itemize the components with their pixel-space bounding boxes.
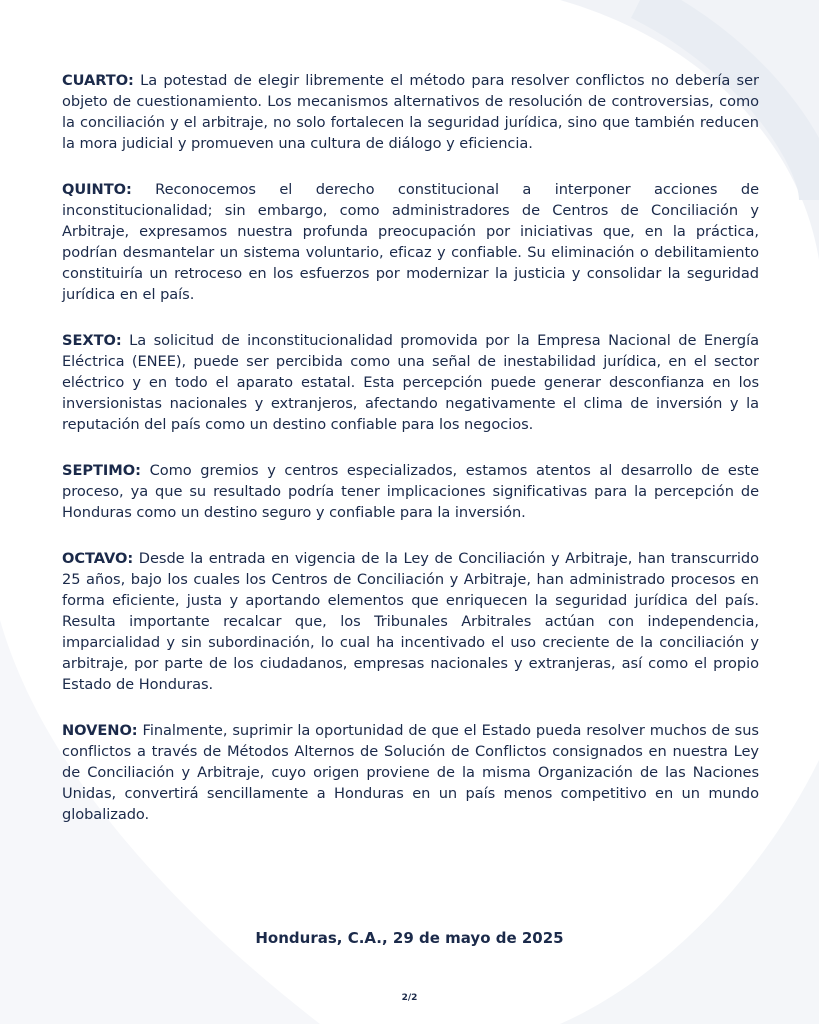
clause-text: La potestad de elegir libremente el método para resolver conflictos no debería ser objeto de cuestionamiento. Los mecanismos alternativos de resolución de controversias, como la conciliación y el arbitraje, no solo fortalecen la seguridad jurídica, sino que también reducen la mora judicial y promueven una cultura de diálogo y eficiencia.	[62, 72, 759, 152]
clause-octavo	[62, 548, 759, 695]
clause-quinto	[62, 179, 759, 305]
clause-text: Finalmente, suprimir la oportunidad de que el Estado pueda resolver muchos de sus conflictos a través de Métodos Alternos de Solución de Conflictos consignados en nuestra Ley de Conciliación y Arbitraje, cuyo origen proviene de la misma Organización de las Naciones Unidas, convertirá sencillamente a Honduras en un país menos competitivo en un mundo globalizado.	[62, 722, 759, 823]
clause-text: Reconocemos el derecho constitucional a interponer acciones de inconstitucionalidad; sin embargo, como administradores de Centros de Conciliación y Arbitraje, expresamos nuestra profunda preocupación por iniciativas que, en la práctica, podrían desmantelar un sistema voluntario, eficaz y confiable. Su eliminación o debilitamiento constituiría un retroceso en los esfuerzos por modernizar la justicia y consolidar la seguridad jurídica en el país.	[62, 181, 760, 303]
document-body	[62, 70, 759, 850]
clause-heading: CUARTO:	[62, 72, 134, 89]
clause-heading: NOVENO:	[62, 722, 138, 739]
closing-date-line: Honduras, C.A., 29 de mayo de 2025	[255, 929, 564, 947]
clause-sexto	[62, 330, 759, 435]
clause-heading: OCTAVO:	[62, 550, 134, 567]
clause-heading: QUINTO:	[62, 181, 132, 198]
clause-heading: SEXTO:	[62, 332, 122, 349]
page-number: 2/2	[401, 993, 418, 1003]
clause-noveno	[62, 720, 759, 825]
clause-septimo	[62, 460, 759, 523]
clause-text: Desde la entrada en vigencia de la Ley de Conciliación y Arbitraje, han transcurrido 25 años, bajo los cuales los Centros de Conciliación y Arbitraje, han administrado procesos en forma eficiente, justa y aportando elementos que enriquecen la seguridad jurídica del país. Resulta importante recalcar que, los Tribunales Arbitrales actúan con independencia, imparcialidad y sin subordinación, lo cual ha incentivado el uso creciente de la conciliación y arbitraje, por parte de los ciudadanos, empresas nacionales y extranjeras, así como el propio Estado de Honduras.	[62, 550, 760, 693]
clause-text: La solicitud de inconstitucionalidad promovida por la Empresa Nacional de Energía Eléctrica (ENEE), puede ser percibida como una señal de inestabilidad jurídica, en el sector eléctrico y en todo el aparato estatal. Esta percepción puede generar desconfianza en los inversionistas nacionales y extranjeros, afectando negativamente el clima de inversión y la reputación del país como un destino confiable para los negocios.	[62, 332, 759, 433]
clause-cuarto	[62, 70, 759, 154]
clause-heading: SEPTIMO:	[62, 462, 141, 479]
clause-text: Como gremios y centros especializados, estamos atentos al desarrollo de este proceso, ya que su resultado podría tener implicaciones significativas para la percepción de Honduras como un destino seguro y confiable para la inversión.	[62, 462, 760, 521]
